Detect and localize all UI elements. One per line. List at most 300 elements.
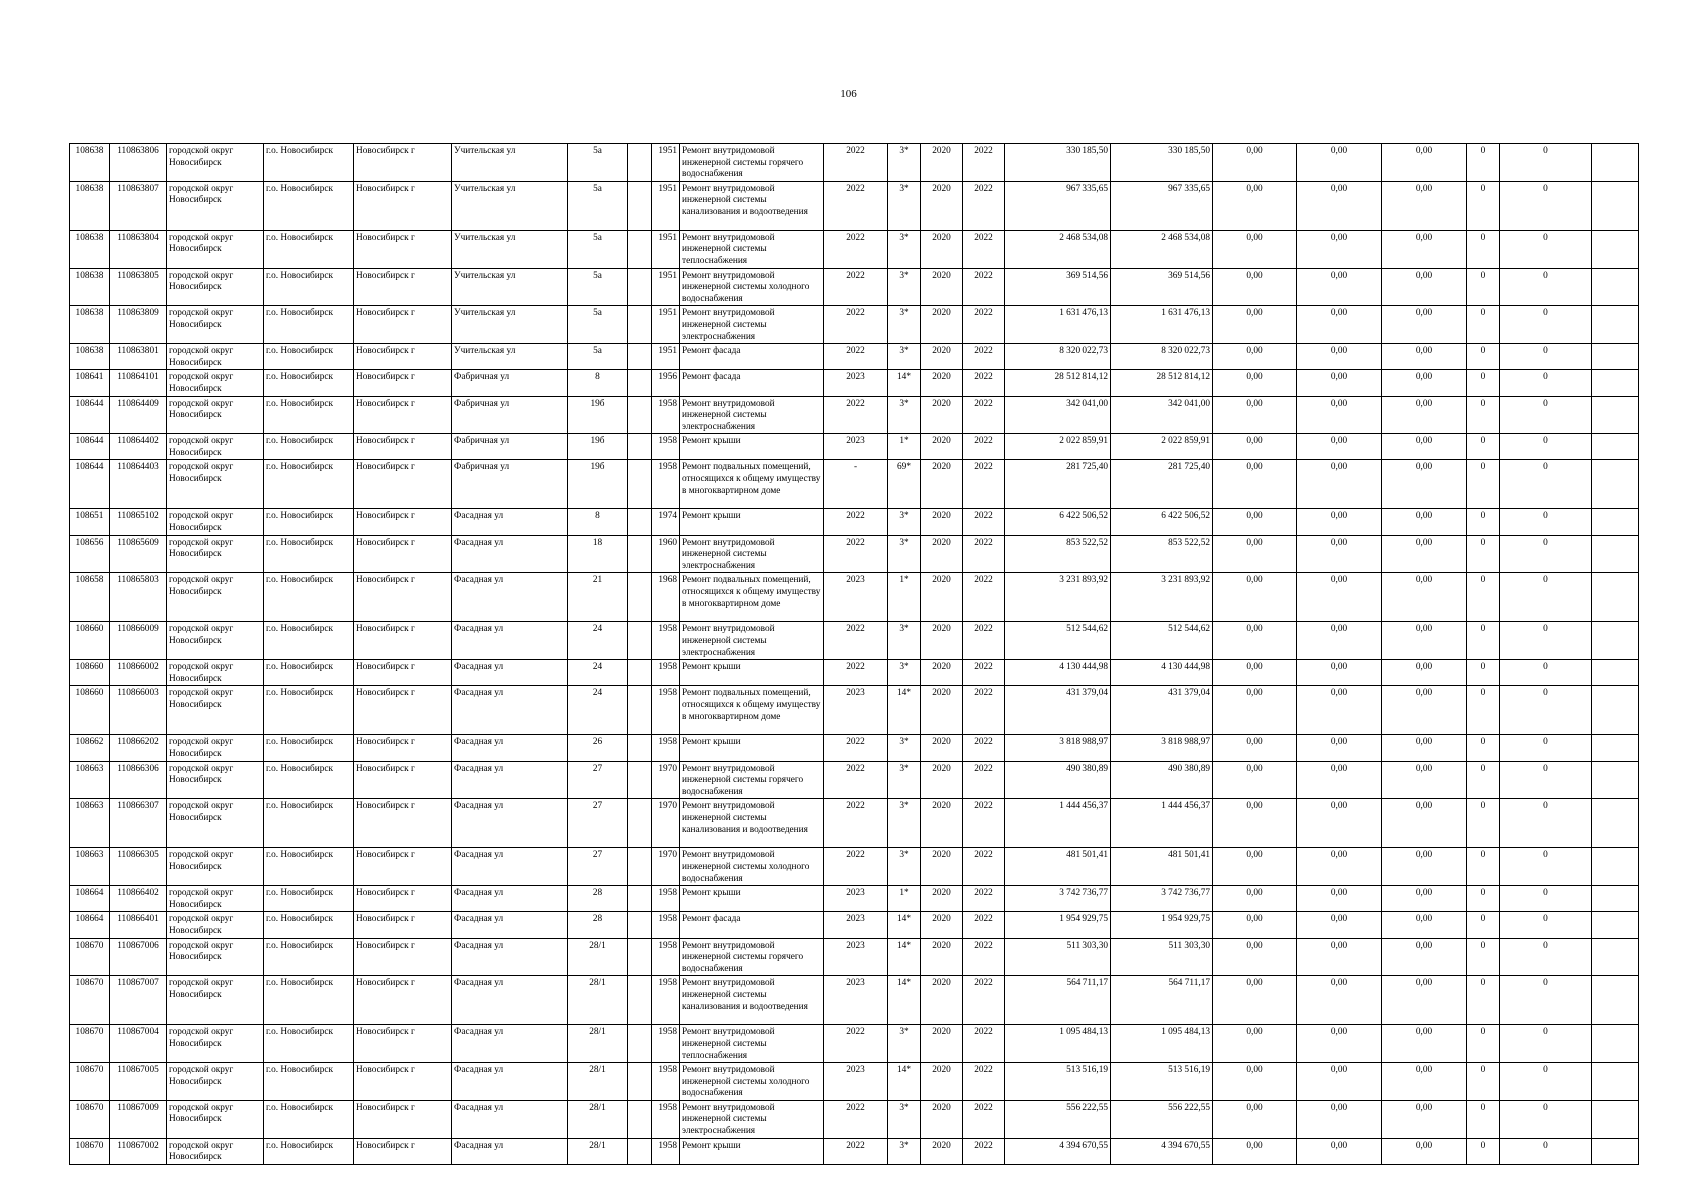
cell-record-id: 110864402 — [110, 434, 167, 460]
cell-fund-cost: 431 379,04 — [1111, 686, 1213, 735]
cell-period-end: 2022 — [963, 1025, 1005, 1063]
cell-owners-share: 0 — [1467, 144, 1500, 182]
cell-municipality: городской округ Новосибирск — [167, 306, 264, 344]
cell-regional-funds: 0,00 — [1297, 396, 1382, 434]
cell-note-code: 14* — [888, 912, 921, 938]
cell-local-funds: 0,00 — [1382, 848, 1467, 886]
cell-total-cost: 6 422 506,52 — [1005, 509, 1111, 535]
cell-extra — [1592, 1025, 1639, 1063]
cell-building — [628, 181, 652, 230]
cell-period-end: 2022 — [963, 912, 1005, 938]
cell-owners-funds: 0 — [1500, 912, 1592, 938]
cell-note-code: 3* — [888, 509, 921, 535]
cell-total-cost: 564 711,17 — [1005, 976, 1111, 1025]
cell-local-funds: 0,00 — [1382, 396, 1467, 434]
table-row — [70, 230, 1639, 268]
cell-local-funds: 0,00 — [1382, 344, 1467, 370]
cell-municipality: городской округ Новосибирск — [167, 735, 264, 761]
cell-house-number: 28 — [568, 912, 628, 938]
cell-owners-funds: 0 — [1500, 460, 1592, 509]
cell-house-number: 27 — [568, 799, 628, 848]
cell-building — [628, 573, 652, 622]
cell-house-id: 108664 — [70, 886, 110, 912]
table-row — [70, 1025, 1639, 1063]
cell-building — [628, 938, 652, 976]
cell-locality: Новосибирск г — [354, 396, 452, 434]
cell-note-code: 69* — [888, 460, 921, 509]
cell-house-number: 28 — [568, 886, 628, 912]
cell-local-funds: 0,00 — [1382, 1100, 1467, 1138]
cell-street: Фасадная ул — [452, 1100, 568, 1138]
cell-regional-funds: 0,00 — [1297, 1138, 1382, 1164]
cell-period-end: 2022 — [963, 396, 1005, 434]
cell-record-id: 110863809 — [110, 306, 167, 344]
cell-period-end: 2022 — [963, 1138, 1005, 1164]
cell-locality: Новосибирск г — [354, 370, 452, 396]
cell-local-funds: 0,00 — [1382, 622, 1467, 660]
table-row — [70, 761, 1639, 799]
cell-regional-funds: 0,00 — [1297, 573, 1382, 622]
cell-work-type: Ремонт внутридомовой инженерной системы холодного водоснабжения — [680, 1063, 824, 1101]
cell-owners-share: 0 — [1467, 848, 1500, 886]
cell-planned-year: 2022 — [824, 848, 888, 886]
cell-regional-funds: 0,00 — [1297, 686, 1382, 735]
cell-planned-year: 2022 — [824, 622, 888, 660]
cell-record-id: 110866003 — [110, 686, 167, 735]
cell-owners-share: 0 — [1467, 370, 1500, 396]
cell-municipality: городской округ Новосибирск — [167, 799, 264, 848]
cell-period-end: 2022 — [963, 622, 1005, 660]
cell-owners-share: 0 — [1467, 912, 1500, 938]
cell-period-end: 2022 — [963, 573, 1005, 622]
cell-federal-funds: 0,00 — [1213, 1138, 1297, 1164]
cell-owners-share: 0 — [1467, 886, 1500, 912]
cell-locality: Новосибирск г — [354, 622, 452, 660]
cell-house-id: 108660 — [70, 660, 110, 686]
cell-note-code: 3* — [888, 1025, 921, 1063]
cell-extra — [1592, 1100, 1639, 1138]
cell-house-id: 108638 — [70, 268, 110, 306]
cell-fund-cost: 564 711,17 — [1111, 976, 1213, 1025]
cell-federal-funds: 0,00 — [1213, 144, 1297, 182]
cell-municipal-district: г.о. Новосибирск — [264, 686, 354, 735]
cell-work-type: Ремонт внутридомовой инженерной системы канализования и водоотведения — [680, 181, 824, 230]
cell-federal-funds: 0,00 — [1213, 434, 1297, 460]
cell-building — [628, 144, 652, 182]
cell-fund-cost: 967 335,65 — [1111, 181, 1213, 230]
cell-federal-funds: 0,00 — [1213, 306, 1297, 344]
cell-locality: Новосибирск г — [354, 535, 452, 573]
cell-building — [628, 509, 652, 535]
cell-house-id: 108641 — [70, 370, 110, 396]
cell-house-number: 5а — [568, 306, 628, 344]
cell-fund-cost: 281 725,40 — [1111, 460, 1213, 509]
cell-building — [628, 686, 652, 735]
cell-period-start: 2020 — [921, 370, 963, 396]
cell-locality: Новосибирск г — [354, 686, 452, 735]
cell-period-start: 2020 — [921, 1025, 963, 1063]
cell-owners-share: 0 — [1467, 306, 1500, 344]
table-row — [70, 1100, 1639, 1138]
cell-owners-funds: 0 — [1500, 938, 1592, 976]
cell-owners-share: 0 — [1467, 230, 1500, 268]
cell-period-start: 2020 — [921, 848, 963, 886]
cell-period-start: 2020 — [921, 396, 963, 434]
cell-record-id: 110866002 — [110, 660, 167, 686]
cell-period-end: 2022 — [963, 460, 1005, 509]
cell-municipal-district: г.о. Новосибирск — [264, 268, 354, 306]
table-row — [70, 535, 1639, 573]
cell-planned-year: 2022 — [824, 268, 888, 306]
cell-regional-funds: 0,00 — [1297, 660, 1382, 686]
cell-note-code: 3* — [888, 660, 921, 686]
cell-house-id: 108663 — [70, 761, 110, 799]
cell-planned-year: 2023 — [824, 912, 888, 938]
cell-municipality: городской округ Новосибирск — [167, 938, 264, 976]
cell-street: Учительская ул — [452, 306, 568, 344]
cell-period-end: 2022 — [963, 1100, 1005, 1138]
cell-extra — [1592, 1138, 1639, 1164]
cell-owners-share: 0 — [1467, 573, 1500, 622]
cell-municipality: городской округ Новосибирск — [167, 144, 264, 182]
cell-planned-year: 2022 — [824, 306, 888, 344]
cell-municipality: городской округ Новосибирск — [167, 573, 264, 622]
cell-house-id: 108638 — [70, 181, 110, 230]
page-number: 106 — [840, 88, 857, 100]
cell-house-id: 108644 — [70, 460, 110, 509]
cell-note-code: 1* — [888, 434, 921, 460]
cell-note-code: 3* — [888, 735, 921, 761]
cell-federal-funds: 0,00 — [1213, 509, 1297, 535]
cell-record-id: 110866009 — [110, 622, 167, 660]
cell-year-built: 1974 — [652, 509, 680, 535]
cell-house-number: 18 — [568, 535, 628, 573]
cell-municipal-district: г.о. Новосибирск — [264, 1100, 354, 1138]
cell-locality: Новосибирск г — [354, 735, 452, 761]
cell-work-type: Ремонт крыши — [680, 1138, 824, 1164]
cell-municipality: городской округ Новосибирск — [167, 976, 264, 1025]
cell-period-start: 2020 — [921, 230, 963, 268]
cell-locality: Новосибирск г — [354, 509, 452, 535]
cell-regional-funds: 0,00 — [1297, 938, 1382, 976]
cell-total-cost: 511 303,30 — [1005, 938, 1111, 976]
cell-house-id: 108670 — [70, 1138, 110, 1164]
cell-regional-funds: 0,00 — [1297, 735, 1382, 761]
cell-record-id: 110865609 — [110, 535, 167, 573]
cell-total-cost: 1 444 456,37 — [1005, 799, 1111, 848]
cell-house-number: 8 — [568, 509, 628, 535]
cell-federal-funds: 0,00 — [1213, 460, 1297, 509]
table-row — [70, 573, 1639, 622]
cell-owners-share: 0 — [1467, 509, 1500, 535]
cell-work-type: Ремонт крыши — [680, 886, 824, 912]
cell-note-code: 3* — [888, 535, 921, 573]
cell-year-built: 1951 — [652, 230, 680, 268]
cell-extra — [1592, 509, 1639, 535]
cell-year-built: 1958 — [652, 912, 680, 938]
cell-total-cost: 28 512 814,12 — [1005, 370, 1111, 396]
table-row — [70, 1138, 1639, 1164]
cell-local-funds: 0,00 — [1382, 181, 1467, 230]
cell-extra — [1592, 306, 1639, 344]
cell-planned-year: 2022 — [824, 509, 888, 535]
cell-municipal-district: г.о. Новосибирск — [264, 761, 354, 799]
cell-period-start: 2020 — [921, 573, 963, 622]
cell-building — [628, 976, 652, 1025]
cell-owners-funds: 0 — [1500, 306, 1592, 344]
table-row — [70, 460, 1639, 509]
cell-owners-share: 0 — [1467, 1138, 1500, 1164]
cell-federal-funds: 0,00 — [1213, 1025, 1297, 1063]
cell-municipal-district: г.о. Новосибирск — [264, 799, 354, 848]
cell-house-number: 27 — [568, 761, 628, 799]
cell-municipality: городской округ Новосибирск — [167, 396, 264, 434]
cell-owners-funds: 0 — [1500, 799, 1592, 848]
cell-fund-cost: 4 130 444,98 — [1111, 660, 1213, 686]
cell-period-end: 2022 — [963, 848, 1005, 886]
cell-period-start: 2020 — [921, 535, 963, 573]
cell-owners-funds: 0 — [1500, 735, 1592, 761]
cell-federal-funds: 0,00 — [1213, 735, 1297, 761]
cell-municipality: городской округ Новосибирск — [167, 1063, 264, 1101]
cell-house-number: 28/1 — [568, 938, 628, 976]
cell-house-number: 19б — [568, 396, 628, 434]
cell-street: Фасадная ул — [452, 735, 568, 761]
cell-period-end: 2022 — [963, 535, 1005, 573]
cell-total-cost: 431 379,04 — [1005, 686, 1111, 735]
cell-street: Фасадная ул — [452, 535, 568, 573]
cell-note-code: 3* — [888, 622, 921, 660]
cell-local-funds: 0,00 — [1382, 938, 1467, 976]
table-row — [70, 306, 1639, 344]
cell-building — [628, 1063, 652, 1101]
cell-locality: Новосибирск г — [354, 573, 452, 622]
cell-record-id: 110866202 — [110, 735, 167, 761]
cell-municipal-district: г.о. Новосибирск — [264, 306, 354, 344]
cell-local-funds: 0,00 — [1382, 535, 1467, 573]
cell-work-type: Ремонт внутридомовой инженерной системы электроснабжения — [680, 535, 824, 573]
cell-year-built: 1958 — [652, 938, 680, 976]
cell-record-id: 110867009 — [110, 1100, 167, 1138]
table-row — [70, 344, 1639, 370]
cell-period-end: 2022 — [963, 306, 1005, 344]
cell-year-built: 1968 — [652, 573, 680, 622]
cell-locality: Новосибирск г — [354, 660, 452, 686]
cell-work-type: Ремонт внутридомовой инженерной системы горячего водоснабжения — [680, 938, 824, 976]
cell-total-cost: 967 335,65 — [1005, 181, 1111, 230]
table-row — [70, 1063, 1639, 1101]
cell-year-built: 1958 — [652, 886, 680, 912]
table-row — [70, 268, 1639, 306]
cell-owners-funds: 0 — [1500, 886, 1592, 912]
cell-extra — [1592, 660, 1639, 686]
cell-house-number: 28/1 — [568, 1063, 628, 1101]
cell-owners-funds: 0 — [1500, 761, 1592, 799]
cell-street: Учительская ул — [452, 181, 568, 230]
cell-total-cost: 3 231 893,92 — [1005, 573, 1111, 622]
cell-building — [628, 660, 652, 686]
cell-work-type: Ремонт внутридомовой инженерной системы теплоснабжения — [680, 1025, 824, 1063]
cell-owners-share: 0 — [1467, 181, 1500, 230]
cell-period-start: 2020 — [921, 976, 963, 1025]
cell-extra — [1592, 344, 1639, 370]
cell-street: Фасадная ул — [452, 660, 568, 686]
cell-work-type: Ремонт крыши — [680, 434, 824, 460]
cell-period-start: 2020 — [921, 344, 963, 370]
cell-work-type: Ремонт крыши — [680, 735, 824, 761]
cell-total-cost: 1 954 929,75 — [1005, 912, 1111, 938]
cell-building — [628, 535, 652, 573]
cell-extra — [1592, 434, 1639, 460]
cell-period-end: 2022 — [963, 181, 1005, 230]
cell-regional-funds: 0,00 — [1297, 1100, 1382, 1138]
cell-house-number: 5а — [568, 144, 628, 182]
cell-extra — [1592, 848, 1639, 886]
cell-work-type: Ремонт внутридомовой инженерной системы электроснабжения — [680, 396, 824, 434]
cell-regional-funds: 0,00 — [1297, 976, 1382, 1025]
cell-record-id: 110864403 — [110, 460, 167, 509]
cell-federal-funds: 0,00 — [1213, 976, 1297, 1025]
cell-municipality: городской округ Новосибирск — [167, 1100, 264, 1138]
cell-municipal-district: г.о. Новосибирск — [264, 460, 354, 509]
cell-locality: Новосибирск г — [354, 938, 452, 976]
cell-regional-funds: 0,00 — [1297, 622, 1382, 660]
cell-fund-cost: 853 522,52 — [1111, 535, 1213, 573]
cell-fund-cost: 481 501,41 — [1111, 848, 1213, 886]
cell-locality: Новосибирск г — [354, 1063, 452, 1101]
cell-record-id: 110863801 — [110, 344, 167, 370]
cell-planned-year: 2023 — [824, 976, 888, 1025]
cell-record-id: 110866402 — [110, 886, 167, 912]
cell-street: Фасадная ул — [452, 938, 568, 976]
cell-period-end: 2022 — [963, 660, 1005, 686]
cell-total-cost: 8 320 022,73 — [1005, 344, 1111, 370]
cell-building — [628, 344, 652, 370]
cell-locality: Новосибирск г — [354, 434, 452, 460]
cell-year-built: 1958 — [652, 434, 680, 460]
cell-municipality: городской округ Новосибирск — [167, 622, 264, 660]
cell-total-cost: 2 022 859,91 — [1005, 434, 1111, 460]
cell-note-code: 1* — [888, 886, 921, 912]
table-row — [70, 976, 1639, 1025]
cell-planned-year: 2023 — [824, 886, 888, 912]
cell-planned-year: 2022 — [824, 230, 888, 268]
cell-work-type: Ремонт внутридомовой инженерной системы горячего водоснабжения — [680, 144, 824, 182]
cell-building — [628, 912, 652, 938]
cell-period-start: 2020 — [921, 1138, 963, 1164]
cell-planned-year: 2022 — [824, 735, 888, 761]
cell-fund-cost: 3 231 893,92 — [1111, 573, 1213, 622]
cell-work-type: Ремонт подвальных помещений, относящихся к общему имуществу в многоквартирном доме — [680, 686, 824, 735]
cell-record-id: 110867005 — [110, 1063, 167, 1101]
cell-locality: Новосибирск г — [354, 460, 452, 509]
cell-year-built: 1951 — [652, 344, 680, 370]
cell-planned-year: 2022 — [824, 1138, 888, 1164]
cell-owners-share: 0 — [1467, 1063, 1500, 1101]
cell-owners-share: 0 — [1467, 660, 1500, 686]
cell-total-cost: 490 380,89 — [1005, 761, 1111, 799]
cell-period-end: 2022 — [963, 938, 1005, 976]
cell-street: Фасадная ул — [452, 848, 568, 886]
cell-planned-year: 2023 — [824, 434, 888, 460]
cell-period-end: 2022 — [963, 344, 1005, 370]
cell-federal-funds: 0,00 — [1213, 622, 1297, 660]
cell-local-funds: 0,00 — [1382, 370, 1467, 396]
cell-house-id: 108670 — [70, 976, 110, 1025]
cell-extra — [1592, 686, 1639, 735]
cell-house-id: 108660 — [70, 622, 110, 660]
cell-regional-funds: 0,00 — [1297, 344, 1382, 370]
cell-planned-year: 2022 — [824, 344, 888, 370]
cell-house-id: 108638 — [70, 344, 110, 370]
cell-regional-funds: 0,00 — [1297, 370, 1382, 396]
cell-locality: Новосибирск г — [354, 912, 452, 938]
cell-extra — [1592, 230, 1639, 268]
cell-planned-year: 2022 — [824, 181, 888, 230]
cell-year-built: 1951 — [652, 144, 680, 182]
cell-building — [628, 1138, 652, 1164]
cell-federal-funds: 0,00 — [1213, 268, 1297, 306]
cell-local-funds: 0,00 — [1382, 1025, 1467, 1063]
cell-federal-funds: 0,00 — [1213, 1100, 1297, 1138]
cell-owners-funds: 0 — [1500, 535, 1592, 573]
cell-work-type: Ремонт крыши — [680, 660, 824, 686]
cell-period-start: 2020 — [921, 306, 963, 344]
cell-extra — [1592, 370, 1639, 396]
cell-municipal-district: г.о. Новосибирск — [264, 938, 354, 976]
cell-owners-funds: 0 — [1500, 344, 1592, 370]
cell-house-id: 108660 — [70, 686, 110, 735]
cell-local-funds: 0,00 — [1382, 1138, 1467, 1164]
cell-note-code: 3* — [888, 230, 921, 268]
cell-note-code: 3* — [888, 761, 921, 799]
cell-federal-funds: 0,00 — [1213, 686, 1297, 735]
cell-house-id: 108658 — [70, 573, 110, 622]
cell-locality: Новосибирск г — [354, 886, 452, 912]
cell-house-id: 108644 — [70, 396, 110, 434]
cell-owners-funds: 0 — [1500, 622, 1592, 660]
cell-extra — [1592, 761, 1639, 799]
cell-local-funds: 0,00 — [1382, 886, 1467, 912]
cell-local-funds: 0,00 — [1382, 144, 1467, 182]
cell-house-number: 28/1 — [568, 1025, 628, 1063]
cell-owners-funds: 0 — [1500, 396, 1592, 434]
cell-local-funds: 0,00 — [1382, 799, 1467, 848]
cell-owners-funds: 0 — [1500, 1063, 1592, 1101]
table-row — [70, 912, 1639, 938]
cell-fund-cost: 3 742 736,77 — [1111, 886, 1213, 912]
cell-fund-cost: 2 468 534,08 — [1111, 230, 1213, 268]
cell-owners-share: 0 — [1467, 1025, 1500, 1063]
cell-total-cost: 1 095 484,13 — [1005, 1025, 1111, 1063]
cell-municipality: городской округ Новосибирск — [167, 268, 264, 306]
cell-regional-funds: 0,00 — [1297, 181, 1382, 230]
cell-total-cost: 342 041,00 — [1005, 396, 1111, 434]
cell-municipal-district: г.о. Новосибирск — [264, 1138, 354, 1164]
cell-work-type: Ремонт внутридомовой инженерной системы канализования и водоотведения — [680, 976, 824, 1025]
cell-municipal-district: г.о. Новосибирск — [264, 886, 354, 912]
table-row — [70, 938, 1639, 976]
cell-municipal-district: г.о. Новосибирск — [264, 344, 354, 370]
table-row — [70, 799, 1639, 848]
cell-federal-funds: 0,00 — [1213, 660, 1297, 686]
cell-locality: Новосибирск г — [354, 799, 452, 848]
cell-total-cost: 3 818 988,97 — [1005, 735, 1111, 761]
cell-total-cost: 513 516,19 — [1005, 1063, 1111, 1101]
cell-street: Фабричная ул — [452, 396, 568, 434]
cell-locality: Новосибирск г — [354, 848, 452, 886]
cell-fund-cost: 490 380,89 — [1111, 761, 1213, 799]
